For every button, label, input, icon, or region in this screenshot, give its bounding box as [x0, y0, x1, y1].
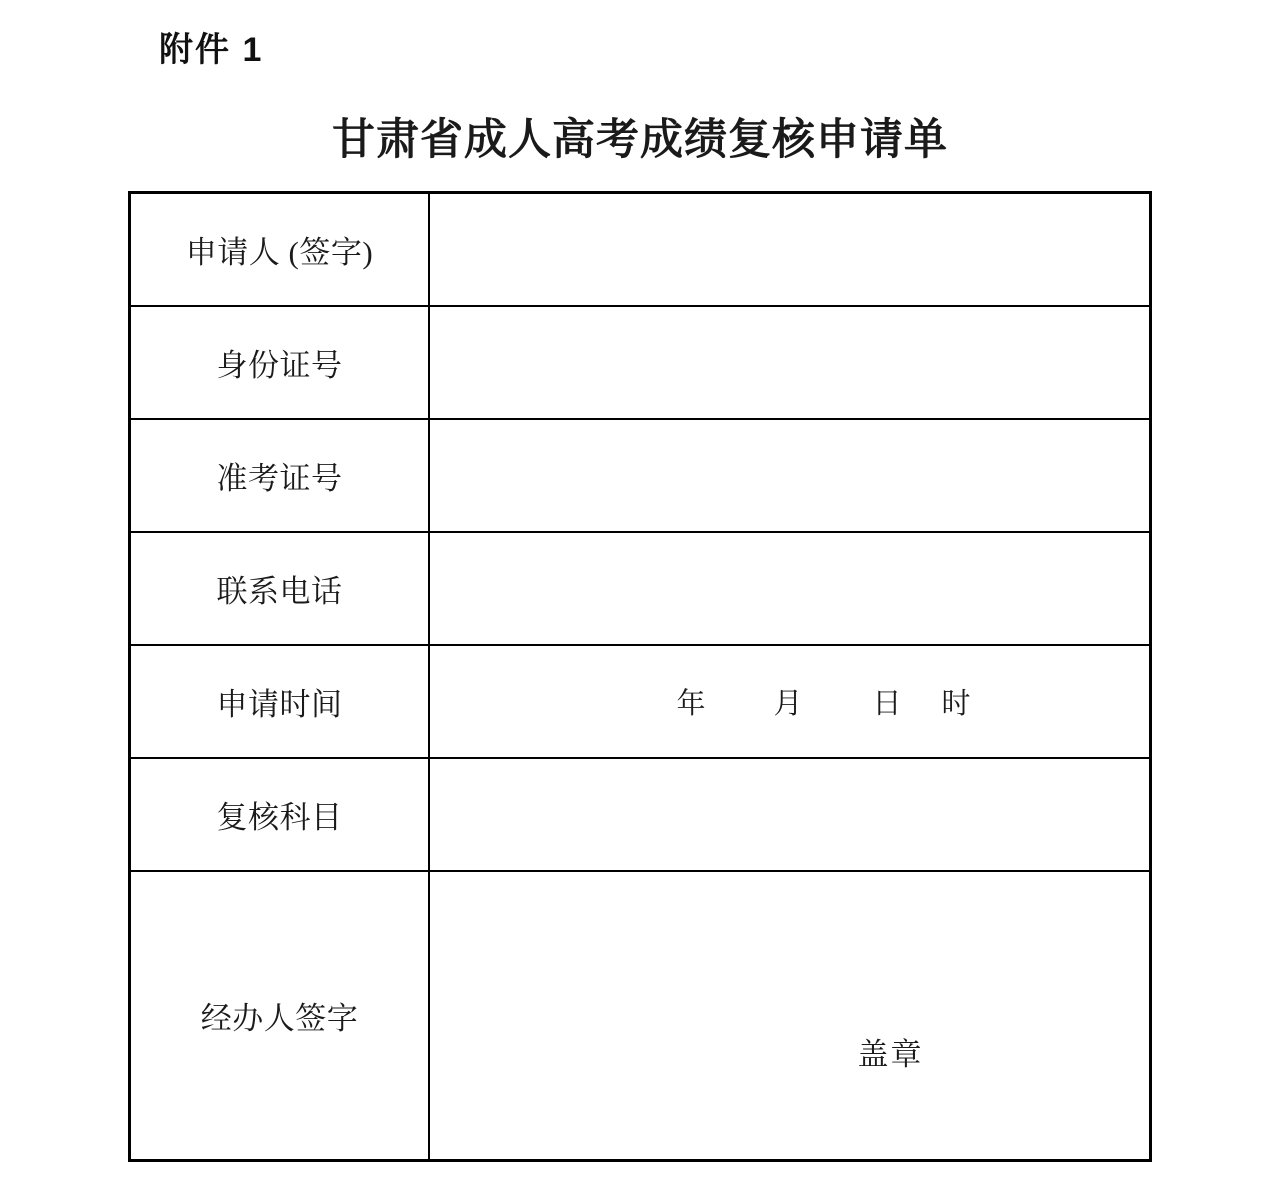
row-label-applicant-signature: 申请人 (签字) — [131, 194, 430, 305]
row-label-handler-signature: 经办人签字 — [131, 872, 430, 1159]
seal-label: 盖章 — [857, 1037, 924, 1072]
document-title: 甘肃省成人高考成绩复核申请单 — [332, 117, 948, 164]
form-row-review-subjects — [131, 759, 1149, 872]
form-row-exam-ticket-number — [131, 420, 1149, 533]
row-label-id-number: 身份证号 — [131, 307, 430, 418]
value-cell-handler-signature — [430, 872, 1149, 1159]
year-unit-label: 年 — [676, 688, 706, 720]
month-unit-label: 月 — [773, 688, 803, 720]
application-form-table — [128, 191, 1152, 1162]
attachment-label: 附件 1 — [159, 31, 264, 69]
value-cell-exam-ticket-number — [430, 420, 1149, 531]
value-cell-applicant-signature — [430, 194, 1149, 305]
row-label-application-time: 申请时间 — [131, 646, 430, 757]
hour-unit-label: 时 — [941, 688, 971, 720]
value-cell-contact-phone — [430, 533, 1149, 644]
form-row-applicant-signature — [131, 194, 1149, 307]
value-cell-review-subjects — [430, 759, 1149, 870]
row-label-contact-phone: 联系电话 — [131, 533, 430, 644]
form-row-contact-phone — [131, 533, 1149, 646]
row-label-review-subjects: 复核科目 — [131, 759, 430, 870]
value-cell-application-time — [430, 646, 1149, 757]
value-cell-id-number — [430, 307, 1149, 418]
datetime-placeholder — [676, 681, 970, 722]
day-unit-label: 日 — [872, 688, 902, 720]
form-row-application-time — [131, 646, 1149, 759]
form-row-id-number — [131, 307, 1149, 420]
row-label-exam-ticket-number: 准考证号 — [131, 420, 430, 531]
form-row-handler-signature — [131, 872, 1149, 1159]
